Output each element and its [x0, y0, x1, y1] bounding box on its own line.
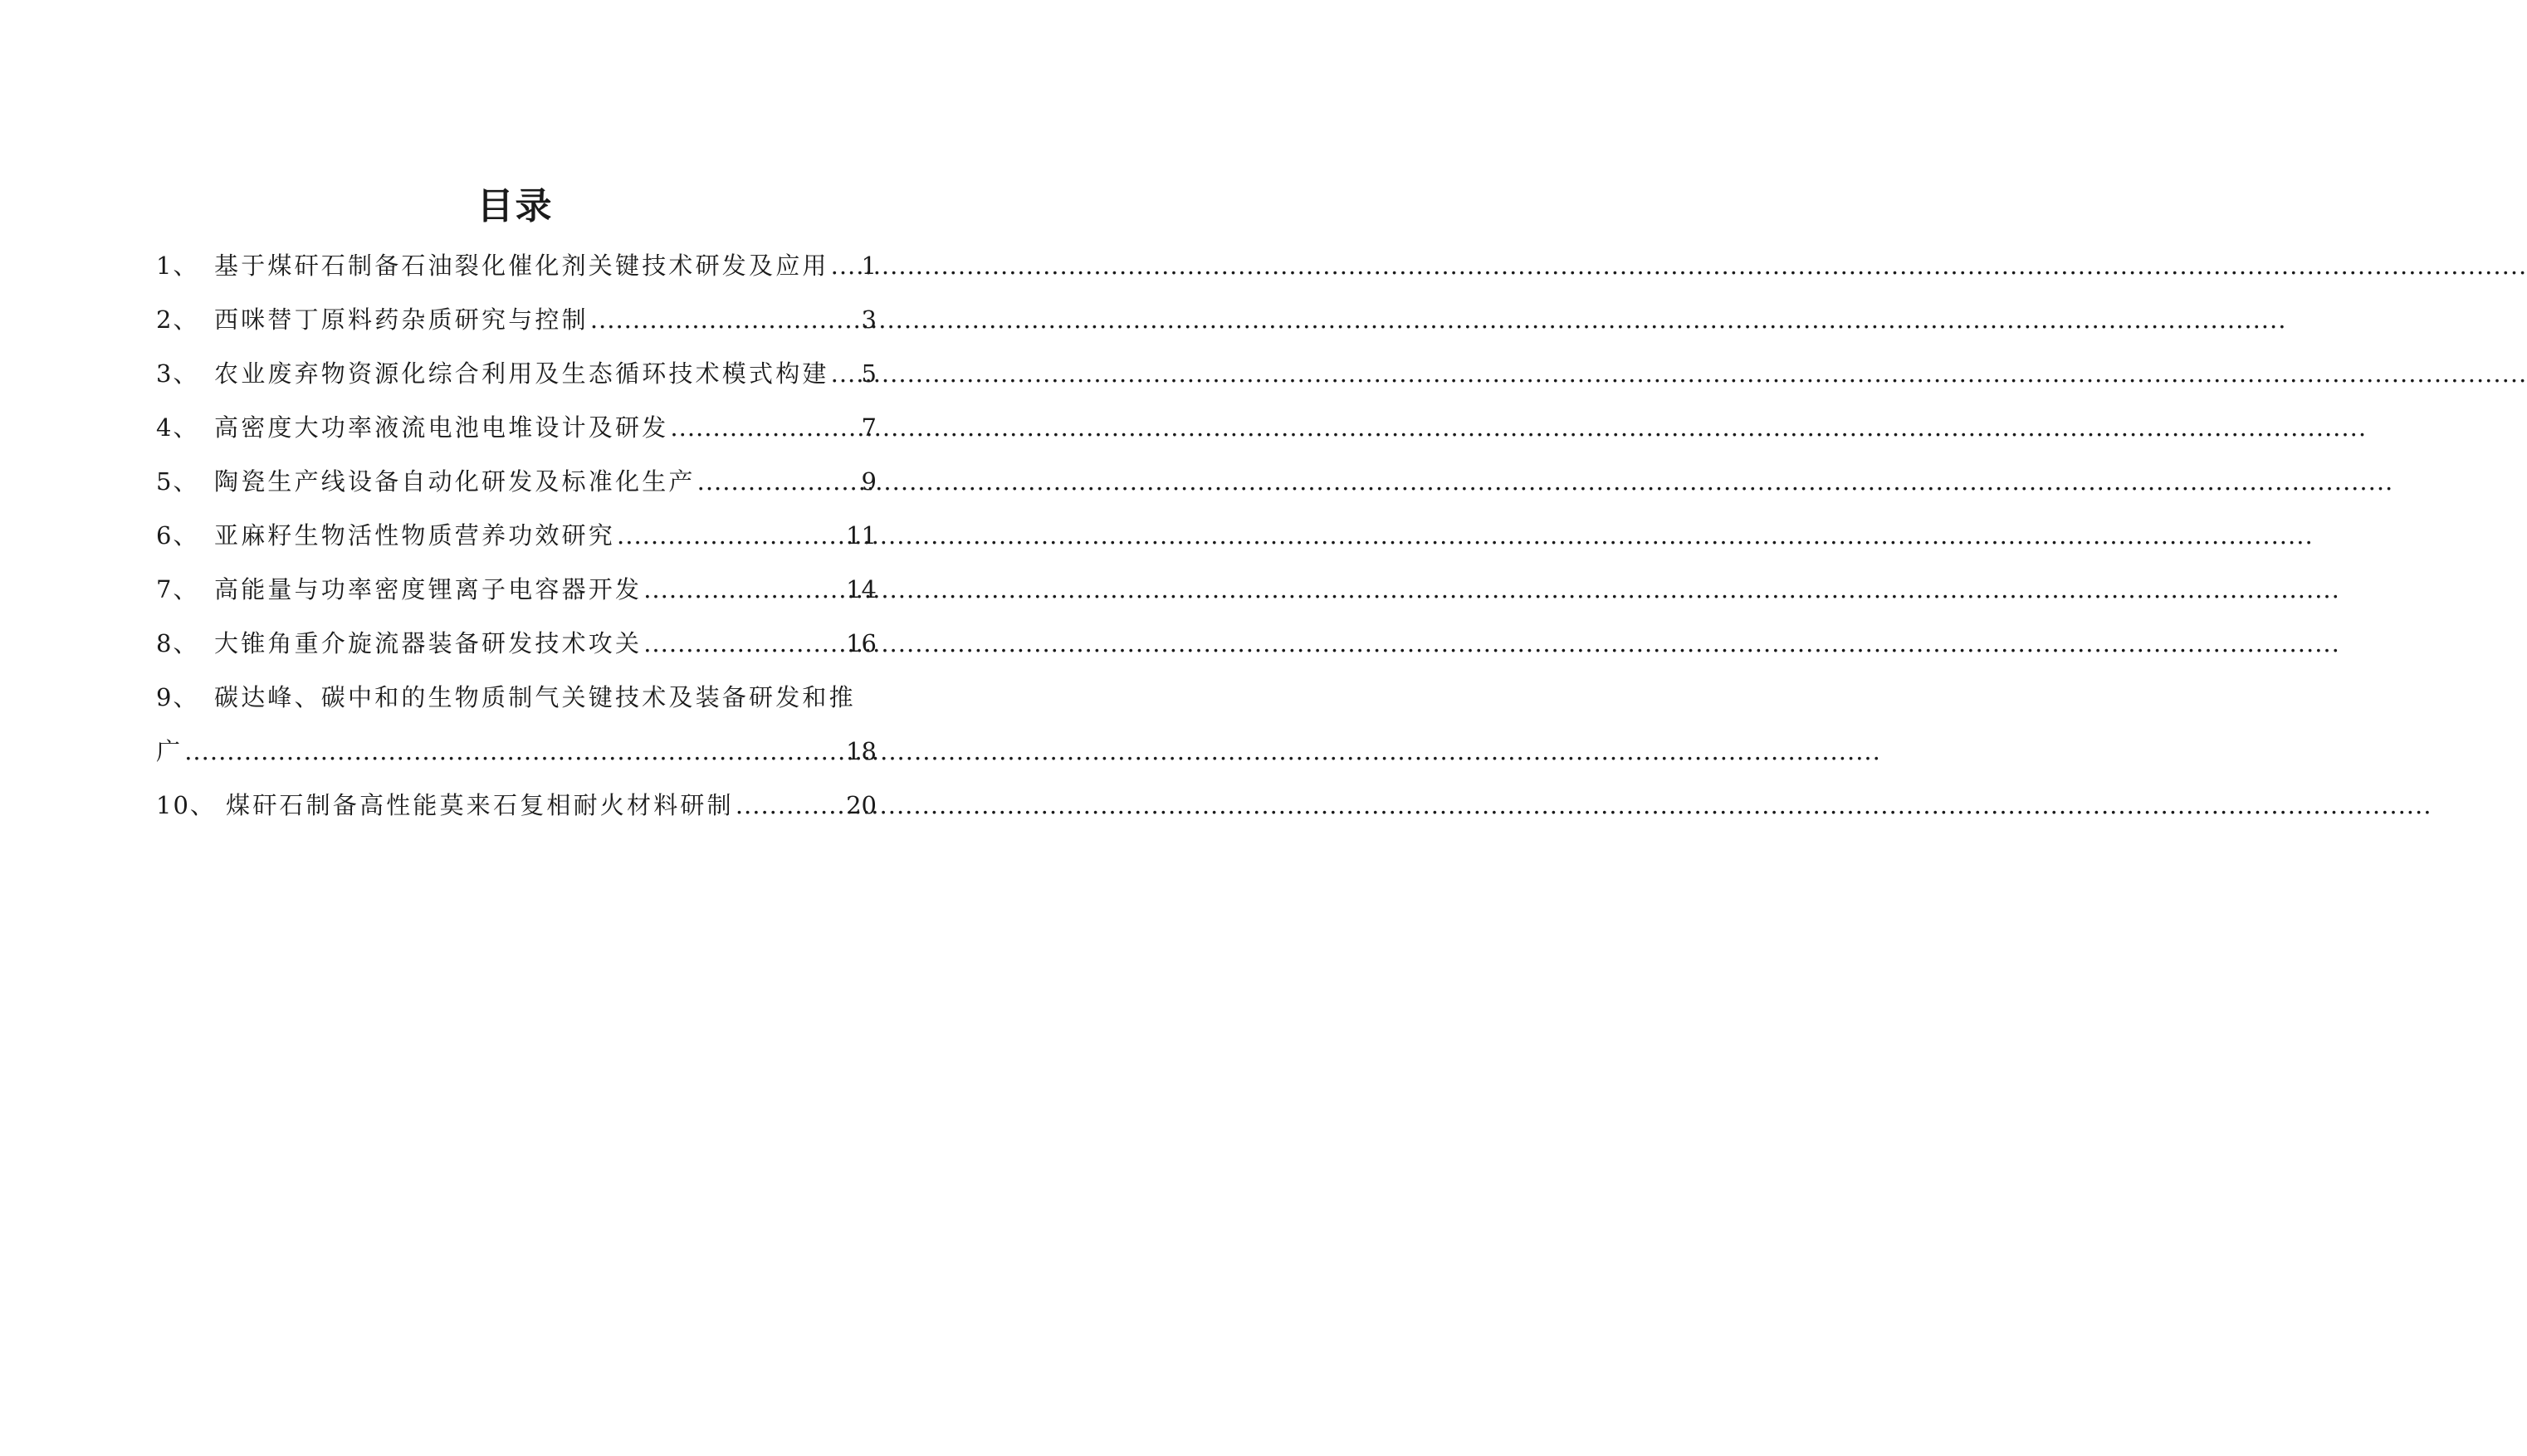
toc-entry-page: 20 — [846, 791, 877, 819]
toc-entry-title: 碳达峰、碳中和的生物质制气关键技术及装备研发和推 — [214, 683, 856, 711]
toc-entry-1[interactable] — [156, 239, 877, 293]
toc-entry-4[interactable] — [156, 401, 877, 455]
toc-dot-leader — [643, 563, 844, 617]
toc-dot-leader — [643, 617, 844, 671]
toc-entry-number: 5、 — [156, 467, 199, 496]
toc-entry-3[interactable] — [156, 347, 877, 401]
toc-entry-5[interactable] — [156, 455, 877, 509]
toc-entry-6[interactable] — [156, 509, 877, 563]
toc-title: 目录 — [477, 185, 554, 227]
toc-dot-leader — [590, 293, 860, 347]
toc-dot-leader — [831, 347, 860, 401]
toc-dot-leader — [831, 239, 860, 293]
toc-entry-10[interactable] — [156, 779, 877, 833]
toc-entry-number: 3、 — [156, 359, 199, 388]
toc-entry-2[interactable] — [156, 293, 877, 347]
toc-entry-line — [156, 671, 877, 725]
toc-entry-page: 9 — [861, 467, 877, 496]
toc-entry-page: 14 — [846, 575, 877, 603]
toc-entry-title: 大锥角重介旋流器装备研发技术攻关 — [214, 629, 643, 657]
toc-entry-number: 10、 — [156, 791, 216, 819]
toc-entry-page: 16 — [846, 629, 877, 657]
toc-entry-8[interactable] — [156, 617, 877, 671]
toc-entry-title: 高密度大功率液流电池电堆设计及研发 — [214, 413, 669, 442]
toc-dot-leader — [184, 725, 844, 779]
toc-dot-leader — [617, 509, 844, 563]
toc-entry-title: 农业废弃物资源化综合利用及生态循环技术模式构建 — [214, 359, 829, 388]
toc-entry-title: 亚麻籽生物活性物质营养功效研究 — [214, 521, 616, 550]
toc-entry-number: 8、 — [156, 629, 199, 657]
toc-entry-number: 9、 — [156, 683, 199, 711]
toc-entry-title: 高能量与功率密度锂离子电容器开发 — [214, 575, 643, 603]
toc-entry-title-continued: 广 — [156, 737, 183, 765]
toc-entry-9[interactable] — [156, 671, 877, 779]
toc-dot-leader — [736, 779, 844, 833]
toc-list — [156, 239, 877, 833]
document-page — [0, 0, 1030, 1456]
toc-entry-title: 煤矸石制备高性能莫来石复相耐火材料研制 — [226, 791, 734, 819]
toc-entry-page: 7 — [861, 413, 877, 442]
toc-entry-number: 2、 — [156, 305, 199, 334]
toc-entry-number: 6、 — [156, 521, 199, 550]
toc-entry-title: 陶瓷生产线设备自动化研发及标准化生产 — [214, 467, 696, 496]
toc-entry-7[interactable] — [156, 563, 877, 617]
toc-entry-number: 4、 — [156, 413, 199, 442]
toc-entry-page: 3 — [861, 305, 877, 334]
toc-dot-leader — [697, 455, 860, 509]
toc-entry-number: 1、 — [156, 252, 199, 280]
toc-entry-page: 1 — [861, 252, 877, 280]
toc-dot-leader — [670, 401, 859, 455]
toc-entry-title: 基于煤矸石制备石油裂化催化剂关键技术研发及应用 — [214, 252, 829, 280]
toc-entry-line — [156, 725, 877, 779]
toc-entry-page: 18 — [846, 737, 877, 765]
toc-entry-page: 11 — [846, 521, 877, 550]
toc-entry-title: 西咪替丁原料药杂质研究与控制 — [214, 305, 589, 334]
toc-entry-number: 7、 — [156, 575, 199, 603]
toc-entry-page: 5 — [861, 359, 877, 388]
